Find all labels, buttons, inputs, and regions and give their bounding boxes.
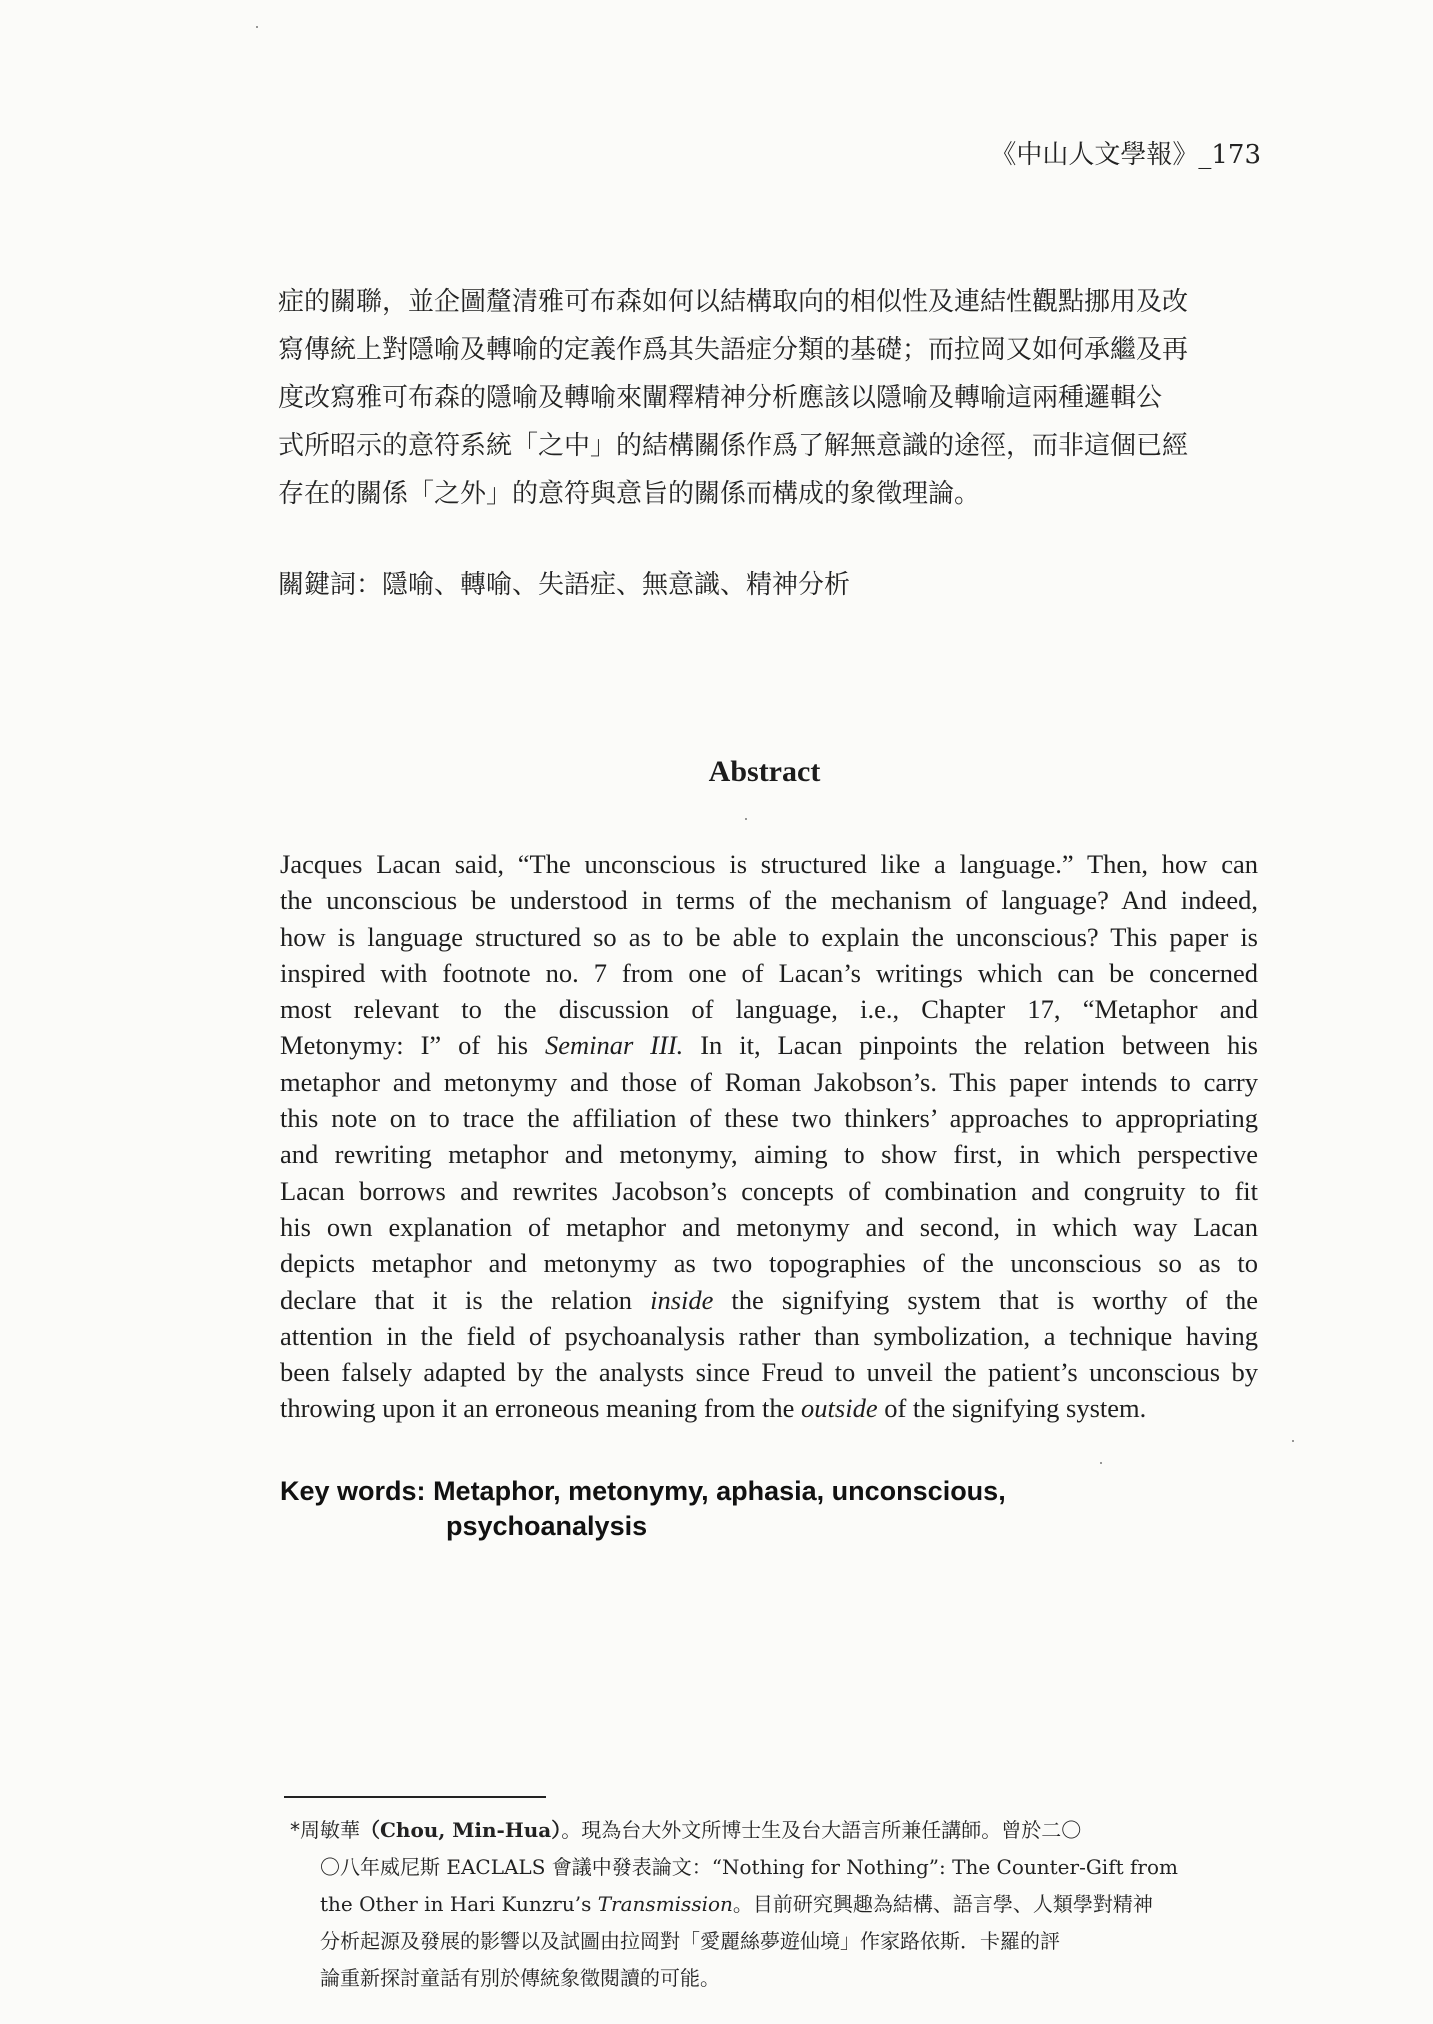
keywords-list: Metaphor, metonymy, aphasia, unconscious,	[433, 1476, 1006, 1506]
abstract-line: depicts metaphor and metonymy as two topographies of the unconscious so as to	[280, 1248, 1258, 1279]
seminar-title: Seminar III.	[544, 1030, 684, 1061]
abstract-line: the unconscious be understood in terms of the mechanism of language? And indeed,	[280, 885, 1258, 916]
scan-speck	[1292, 1440, 1294, 1442]
chinese-keywords	[278, 564, 850, 601]
footnote-text: the Other in Hari Kunzru’s	[320, 1892, 598, 1916]
author-footnote	[290, 1812, 1270, 1997]
running-head	[990, 134, 1261, 171]
footnote-line	[290, 1812, 1270, 1849]
footnote-line: 論重新探討童話有別於傳統象徵閱讀的可能。	[320, 1966, 720, 1990]
keywords-row	[280, 1474, 1006, 1509]
work-title: Transmission	[597, 1892, 733, 1916]
chinese-text-line: 症的關聯，並企圖釐清雅可布森如何以結構取向的相似性及連結性觀點挪用及改	[278, 287, 1189, 317]
abstract-line	[280, 1027, 1258, 1063]
chinese-text-line: 度改寫雅可布森的隱喻及轉喻來闡釋精神分析應該以隱喻及轉喻這兩種邏輯公	[278, 383, 1163, 413]
abstract-line: inspired with footnote no. 7 from one of Lacan’s writings which can be concerned	[280, 957, 1258, 988]
chinese-keywords-label: 關鍵詞：	[278, 570, 383, 600]
abstract-text: the signifying system that is worthy of the	[713, 1284, 1259, 1315]
abstract-line: his own explanation of metaphor and metonymy and second, in which way Lacan	[280, 1211, 1258, 1242]
chinese-text-line: 式所昭示的意符系統「之中」的結構關係作爲了解無意識的途徑，而非這個已經	[278, 431, 1189, 461]
abstract-line: most relevant to the discussion of language, i.e., Chapter 17, “Metaphor and	[280, 994, 1258, 1025]
abstract-text: of the signifying system.	[877, 1393, 1147, 1424]
emphasis-outside: outside	[801, 1393, 878, 1424]
abstract-line: this note on to trace the affiliation of these two thinkers’ approaches to appropriating	[280, 1103, 1258, 1134]
footnote-marker: *周敏華	[290, 1818, 360, 1842]
abstract-text: In it, Lacan pinpoints the relation between his	[683, 1030, 1258, 1061]
chinese-text-line: 存在的關係「之外」的意符與意旨的關係而構成的象徵理論。	[278, 479, 981, 509]
footnote-text: 。現為台大外文所博士生及台大語言所兼任講師。曾於二〇	[561, 1818, 1082, 1842]
abstract-heading: Abstract	[708, 755, 821, 788]
english-keywords	[280, 1474, 1006, 1544]
footnote-text: 〇八年威尼斯 EACLALS 會議中發表論文：	[320, 1855, 712, 1879]
footnote-text: 。目前研究興趣為結構、語言學、人類學對精神	[732, 1892, 1153, 1916]
scan-speck	[1100, 1462, 1102, 1464]
footnote-text: “Nothing for Nothing”: The Counter-Gift from	[711, 1855, 1178, 1879]
chinese-keywords-list: 隱喻、轉喻、失語症、無意識、精神分析	[382, 570, 851, 600]
abstract-line: and rewriting metaphor and metonymy, aiming to show first, in which perspective	[280, 1139, 1258, 1170]
keywords-label: Key words:	[280, 1476, 426, 1506]
abstract-line: metaphor and metonymy and those of Roman Jakobson’s. This paper intends to carry	[280, 1066, 1258, 1097]
chinese-abstract-continuation	[278, 278, 1264, 518]
emphasis-inside: inside	[650, 1284, 714, 1315]
author-name-en: （Chou, Min-Hua）	[360, 1818, 562, 1842]
footnote-line	[290, 1849, 1270, 1886]
footnote-line: 分析起源及發展的影響以及試圖由拉岡對「愛麗絲夢遊仙境」作家路依斯．卡羅的評	[320, 1929, 1060, 1953]
journal-title: 《中山人文學報》	[990, 140, 1199, 170]
page-number: _173	[1198, 140, 1261, 170]
abstract-text: throwing upon it an erroneous meaning from the	[280, 1393, 802, 1424]
footnote-line	[290, 1886, 1270, 1923]
chinese-text-line: 寫傳統上對隱喻及轉喻的定義作爲其失語症分類的基礎；而拉岡又如何承繼及再	[278, 335, 1189, 365]
abstract-line	[280, 1282, 1258, 1318]
scan-speck	[256, 26, 258, 28]
footnote-separator	[284, 1796, 546, 1798]
abstract-line: Lacan borrows and rewrites Jacobson’s concepts of combination and congruity to fit	[280, 1175, 1258, 1206]
scan-speck	[745, 818, 747, 820]
abstract-text: Metonymy: I” of his	[280, 1030, 545, 1061]
keywords-continuation: psychoanalysis	[446, 1511, 648, 1541]
abstract-line: attention in the field of psychoanalysis rather than symbolization, a technique having	[280, 1320, 1258, 1351]
abstract-line	[280, 1390, 1258, 1426]
abstract-line: Jacques Lacan said, “The unconscious is structured like a language.” Then, how can	[280, 849, 1258, 879]
abstract-line: how is language structured so as to be able to explain the unconscious? This paper is	[280, 921, 1258, 952]
abstract-text: declare that it is the relation	[280, 1284, 651, 1315]
abstract-line: been falsely adapted by the analysts since Freud to unveil the patient’s unconscious by	[280, 1357, 1258, 1388]
english-abstract	[280, 846, 1258, 1427]
